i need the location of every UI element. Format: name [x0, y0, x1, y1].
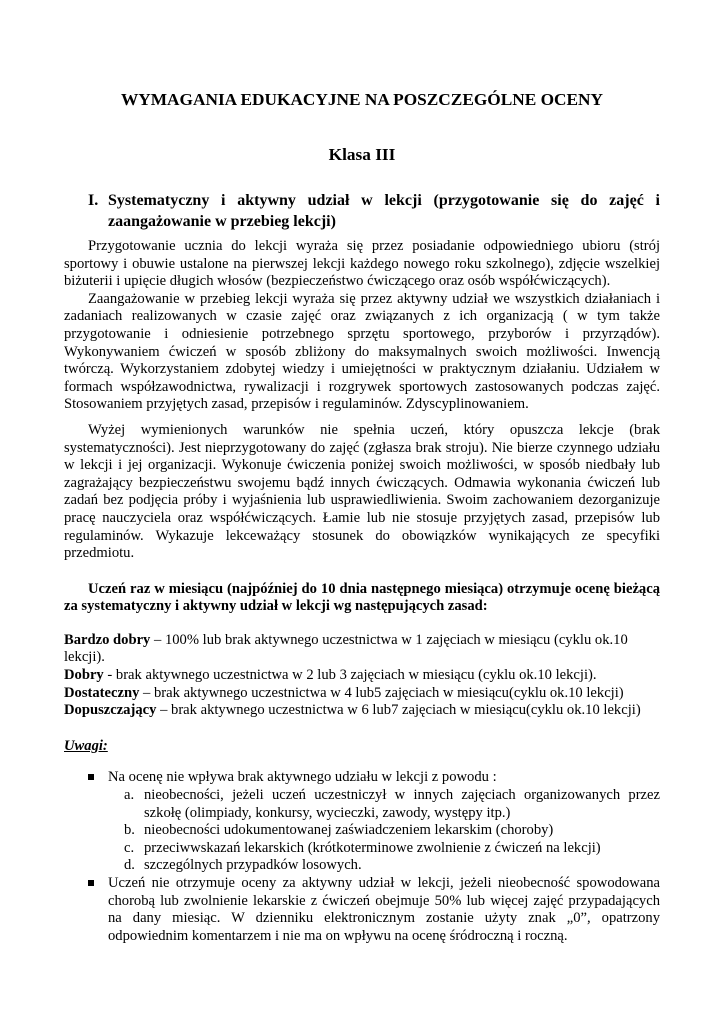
document-body	[64, 238, 660, 945]
grade-name: Dostateczny	[64, 684, 140, 701]
grades-list	[64, 632, 660, 720]
reason-letter: a.	[124, 787, 135, 804]
reason-text: nieobecności, jeżeli uczeń uczestniczył w innych zajęciach organizowanych przez szkołę (olimpiady, konkursy, wycieczki, zawody, występy itp.)	[144, 787, 660, 821]
page-title: WYMAGANIA EDUKACYJNE NA POSZCZEGÓLNE OCENY	[120, 90, 603, 109]
grade-item	[64, 685, 660, 703]
reason-text: przeciwwskazań lekarskich (krótkoterminowe zwolnienie z ćwiczeń na lekcji)	[144, 839, 601, 856]
reason-item	[108, 857, 660, 875]
note-bullet	[64, 875, 660, 945]
grade-item	[64, 632, 660, 650]
section-heading	[88, 190, 660, 232]
paragraph-engagement: Zaangażowanie w przebieg lekcji wyraża się przez aktywny udział we wszystkich działaniach i zadaniach realizowanych w czasie zajęć oraz związanych z ich organizacją ( w tym także przygotowanie i odniesienie potrzebnego sprzętu sportowego, przyborów i przyrządów). Wykonywaniem ćwiczeń w sposób zbliżony do maksymalnych swoich możliwości. Inwencją twórczą. Wykorzystaniem zdobytej wiedzy i umiejętności w praktycznym działaniu. Udziałem w formach współzawodnictwa, rywalizacji i rozgrywek sportowych zastosowanych podczas zajęć. Stosowaniem przyjętych zasad, przepisów i regulaminów. Zdyscyplinowaniem.	[64, 290, 660, 413]
note-text: Na ocenę nie wpływa brak aktywnego udziału w lekcji z powodu :	[108, 769, 497, 786]
section-number: I.	[88, 192, 99, 209]
grade-item	[64, 702, 660, 720]
reason-letter: d.	[124, 857, 135, 874]
grade-text: – brak aktywnego uczestnictwa w 4 lub5 zajęciach w miesiącu(cyklu ok.10 lekcji)	[139, 684, 624, 701]
square-bullet-icon	[88, 774, 94, 780]
reason-letter: b.	[124, 822, 135, 839]
reason-letter: c.	[124, 839, 135, 856]
notes-heading: Uwagi:	[64, 737, 108, 754]
reason-item	[108, 840, 660, 858]
grade-text: – 100% lub brak aktywnego uczestnictwa w 1 zajęciach w miesiącu (cyklu ok.10	[150, 631, 628, 648]
section-heading-text: Systematyczny i aktywny udział w lekcji (przygotowanie się do zajęć i zaangażowanie w przebieg lekcji)	[108, 192, 660, 230]
notes-list	[64, 769, 660, 945]
grade-name: Dobry	[64, 667, 104, 684]
grade-item	[64, 667, 660, 685]
grade-name: Bardzo dobry	[64, 631, 151, 648]
grade-text: – brak aktywnego uczestnictwa w 6 lub7 zajęciach w miesiącu(cyklu ok.10 lekcji)	[156, 702, 641, 719]
reason-text: szczególnych przypadków losowych.	[144, 857, 362, 874]
paragraph-preparation: Przygotowanie ucznia do lekcji wyraża się przez posiadanie odpowiedniego ubioru (strój sportowy i obuwie ustalone na pierwszej lekcji każdego nowego roku szkolnego), zdjęcie wszelkiej biżuterii i upięcie długich włosów (bezpieczeństwo ćwiczącego oraz osób współćwiczących).	[64, 238, 660, 290]
reason-item	[108, 787, 660, 822]
reason-text: nieobecności udokumentowanej zaświadczeniem lekarskim (choroby)	[144, 822, 554, 839]
grade-text: - brak aktywnego uczestnictwa w 2 lub 3 zajęciach w miesiącu (cyklu ok.10 lekcji).	[103, 667, 597, 684]
grade-name: Dopuszczający	[64, 702, 157, 719]
paragraph-conditions: Wyżej wymienionych warunków nie spełnia uczeń, który opuszcza lekcje (brak systematyczności). Jest nieprzygotowany do zajęć (zgłasza brak stroju). Nie bierze czynnego udziału w lekcji i jej organizacji. Wykonuje ćwiczenia poniżej swoich możliwości, w sposób niedbały lub zagrażający bezpieczeństwu swojemu bądź innych ćwiczących. Odmawia wykonania ćwiczeń lub zadań bez podjęcia próby i wyjaśnienia lub usprawiedliwienia. Swoim zachowaniem dezorganizuje pracę nauczyciela oraz współćwiczących. Łamie lub nie stosuje przyjętych zasad, przepisów lub regulaminów. Wykazuje lekceważący stosunek do obowiązków wynikających ze specyfiki przedmiotu.	[64, 421, 660, 562]
note-text: Uczeń nie otrzymuje oceny za aktywny udział w lekcji, jeżeli nieobecność spowodowana chorobą lub zwolnienie lekarskie z ćwiczeń obejmuje 50% lub więcej zajęć przypadających na dany miesiąc. W dzienniku elektronicznym zostanie użyty znak „0”, opatrzony odpowiednim komentarzem i nie ma on wpływu na ocenę śródroczną i roczną.	[108, 875, 660, 944]
note-bullet	[64, 769, 660, 875]
grade-continuation: lekcji).	[64, 649, 105, 666]
reason-item	[108, 822, 660, 840]
reasons-list	[108, 787, 660, 875]
square-bullet-icon	[88, 880, 94, 886]
paragraph-grading-rule: Uczeń raz w miesiącu (najpóźniej do 10 dnia następnego miesiąca) otrzymuje ocenę bieżącą za systematyczny i aktywny udział w lekcji wg następujących zasad:	[64, 580, 660, 615]
class-subtitle: Klasa III	[328, 145, 396, 164]
